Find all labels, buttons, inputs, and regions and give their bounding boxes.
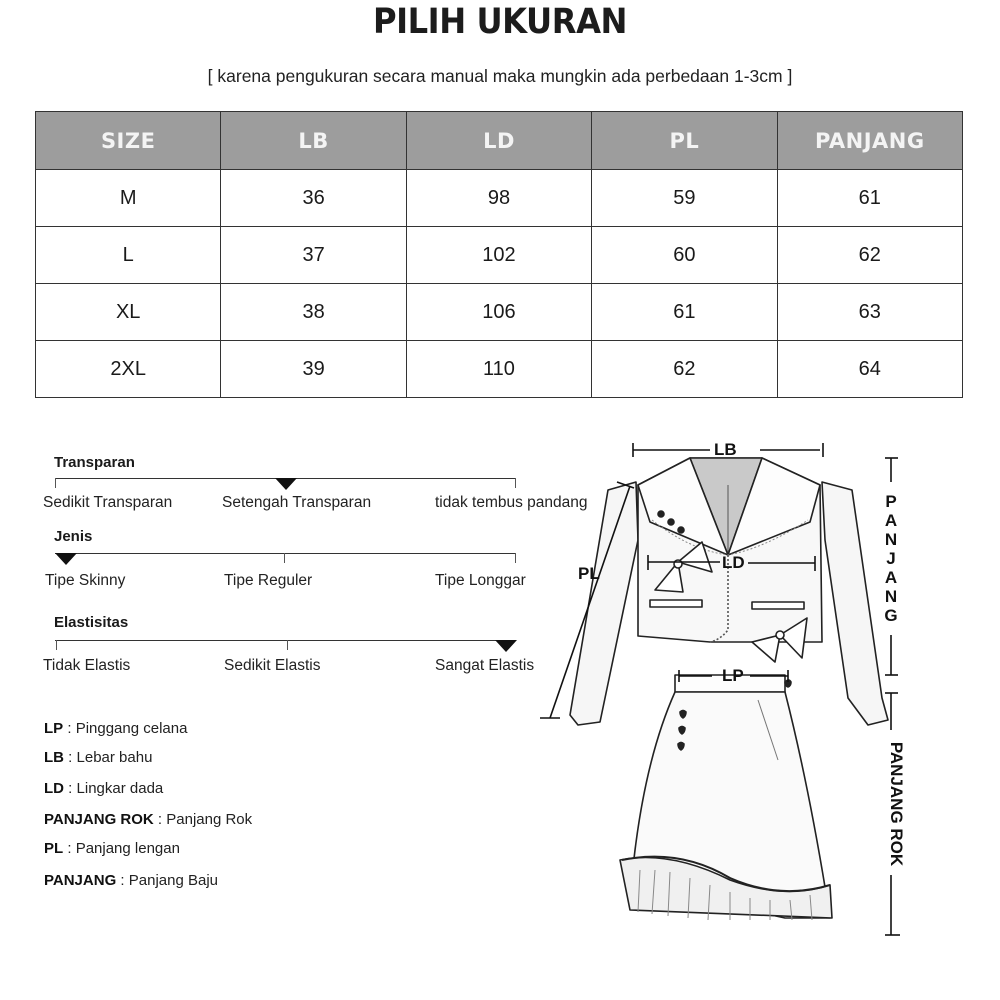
cell-panjang: 62	[777, 227, 962, 284]
selected-marker-icon	[495, 640, 517, 652]
dimension-label-panjang: PANJANG	[884, 492, 898, 625]
dimension-label-lb: LB	[714, 440, 737, 459]
garment-measurement-diagram	[530, 430, 930, 950]
legend-value: Lebar bahu	[76, 749, 153, 766]
legend-key: PANJANG	[44, 872, 117, 889]
size-chart-table	[35, 111, 963, 398]
scale-fit-type	[40, 528, 600, 598]
cell-lb: 38	[221, 284, 406, 341]
cell-pl: 60	[592, 227, 777, 284]
cell-lb: 36	[221, 170, 406, 227]
scale-label: Setengah Transparan	[222, 494, 372, 511]
table-row	[36, 170, 963, 227]
cell-lb: 37	[221, 227, 406, 284]
measurement-note: [ karena pengukuran secara manual maka mungkin ada perbedaan 1-3cm ]	[207, 66, 793, 86]
scale-tick	[284, 553, 285, 563]
legend-item-lp: LP : Pinggang celana	[44, 720, 188, 737]
cell-size: 2XL	[36, 341, 221, 398]
selected-marker-icon	[55, 553, 77, 565]
jacket-skirt-illustration	[530, 430, 930, 950]
column-header-size: SIZE	[36, 112, 221, 170]
scale-tick	[56, 640, 57, 650]
scale-tick	[515, 553, 516, 563]
table-header-row	[36, 112, 963, 170]
cell-size: M	[36, 170, 221, 227]
legend-item-pl: PL : Panjang lengan	[44, 840, 180, 857]
table-row	[36, 227, 963, 284]
cell-pl: 62	[592, 341, 777, 398]
scale-label: Sangat Elastis	[435, 657, 535, 674]
legend-value: Panjang Rok	[166, 811, 253, 828]
scale-line	[55, 553, 515, 554]
legend-value: Pinggang celana	[75, 720, 188, 737]
scale-label: Tipe Reguler	[224, 572, 313, 589]
legend-item-panjang: PANJANG : Panjang Baju	[44, 872, 218, 889]
cell-ld: 106	[406, 284, 591, 341]
cell-panjang: 64	[777, 341, 962, 398]
scale-title: Elastisitas	[54, 614, 129, 631]
cell-ld: 102	[406, 227, 591, 284]
scale-label: tidak tembus pandang	[435, 494, 588, 511]
dimension-label-panjang-rok: PANJANG ROK	[887, 741, 906, 867]
legend-item-panjang-rok: PANJANG ROK : Panjang Rok	[44, 811, 253, 828]
legend-key: LP	[44, 720, 64, 737]
cell-panjang: 61	[777, 170, 962, 227]
column-header-panjang: PANJANG	[777, 112, 962, 170]
scale-label: Tipe Skinny	[45, 572, 126, 589]
cell-size: XL	[36, 284, 221, 341]
table-row	[36, 284, 963, 341]
selected-marker-icon	[275, 478, 297, 490]
cell-lb: 39	[221, 341, 406, 398]
cell-pl: 59	[592, 170, 777, 227]
scale-elasticity	[40, 614, 600, 684]
legend-value: Panjang Baju	[128, 872, 218, 889]
dimension-label-ld: LD	[722, 553, 745, 572]
legend-key: PANJANG ROK	[44, 811, 154, 828]
scale-title: Jenis	[54, 528, 93, 545]
scale-label: Sedikit Elastis	[224, 657, 321, 674]
cell-pl: 61	[592, 284, 777, 341]
column-header-lb: LB	[221, 112, 406, 170]
cell-ld: 110	[406, 341, 591, 398]
scale-title: Transparan	[54, 454, 135, 471]
page-title: PILIH UKURAN	[372, 2, 628, 42]
scale-label: Tipe Longgar	[435, 572, 526, 589]
legend-value: Panjang lengan	[75, 840, 180, 857]
legend-item-lb: LB : Lebar bahu	[44, 749, 153, 766]
scale-label: Sedikit Transparan	[43, 494, 173, 511]
scale-tick	[287, 640, 288, 650]
scale-line	[55, 640, 515, 641]
legend-item-ld: LD : Lingkar dada	[44, 780, 164, 797]
scale-tick	[515, 478, 516, 488]
scale-transparency	[40, 454, 600, 524]
legend-key: PL	[44, 840, 64, 857]
cell-ld: 98	[406, 170, 591, 227]
cell-size: L	[36, 227, 221, 284]
column-header-ld: LD	[406, 112, 591, 170]
dimension-label-lp: LP	[722, 666, 744, 685]
column-header-pl: PL	[592, 112, 777, 170]
legend-value: Lingkar dada	[76, 780, 164, 797]
scale-tick	[55, 478, 56, 488]
table-row	[36, 341, 963, 398]
legend-key: LD	[44, 780, 64, 797]
scale-label: Tidak Elastis	[43, 657, 131, 674]
dimension-label-pl: PL	[578, 564, 600, 583]
legend-key: LB	[44, 749, 64, 766]
cell-panjang: 63	[777, 284, 962, 341]
